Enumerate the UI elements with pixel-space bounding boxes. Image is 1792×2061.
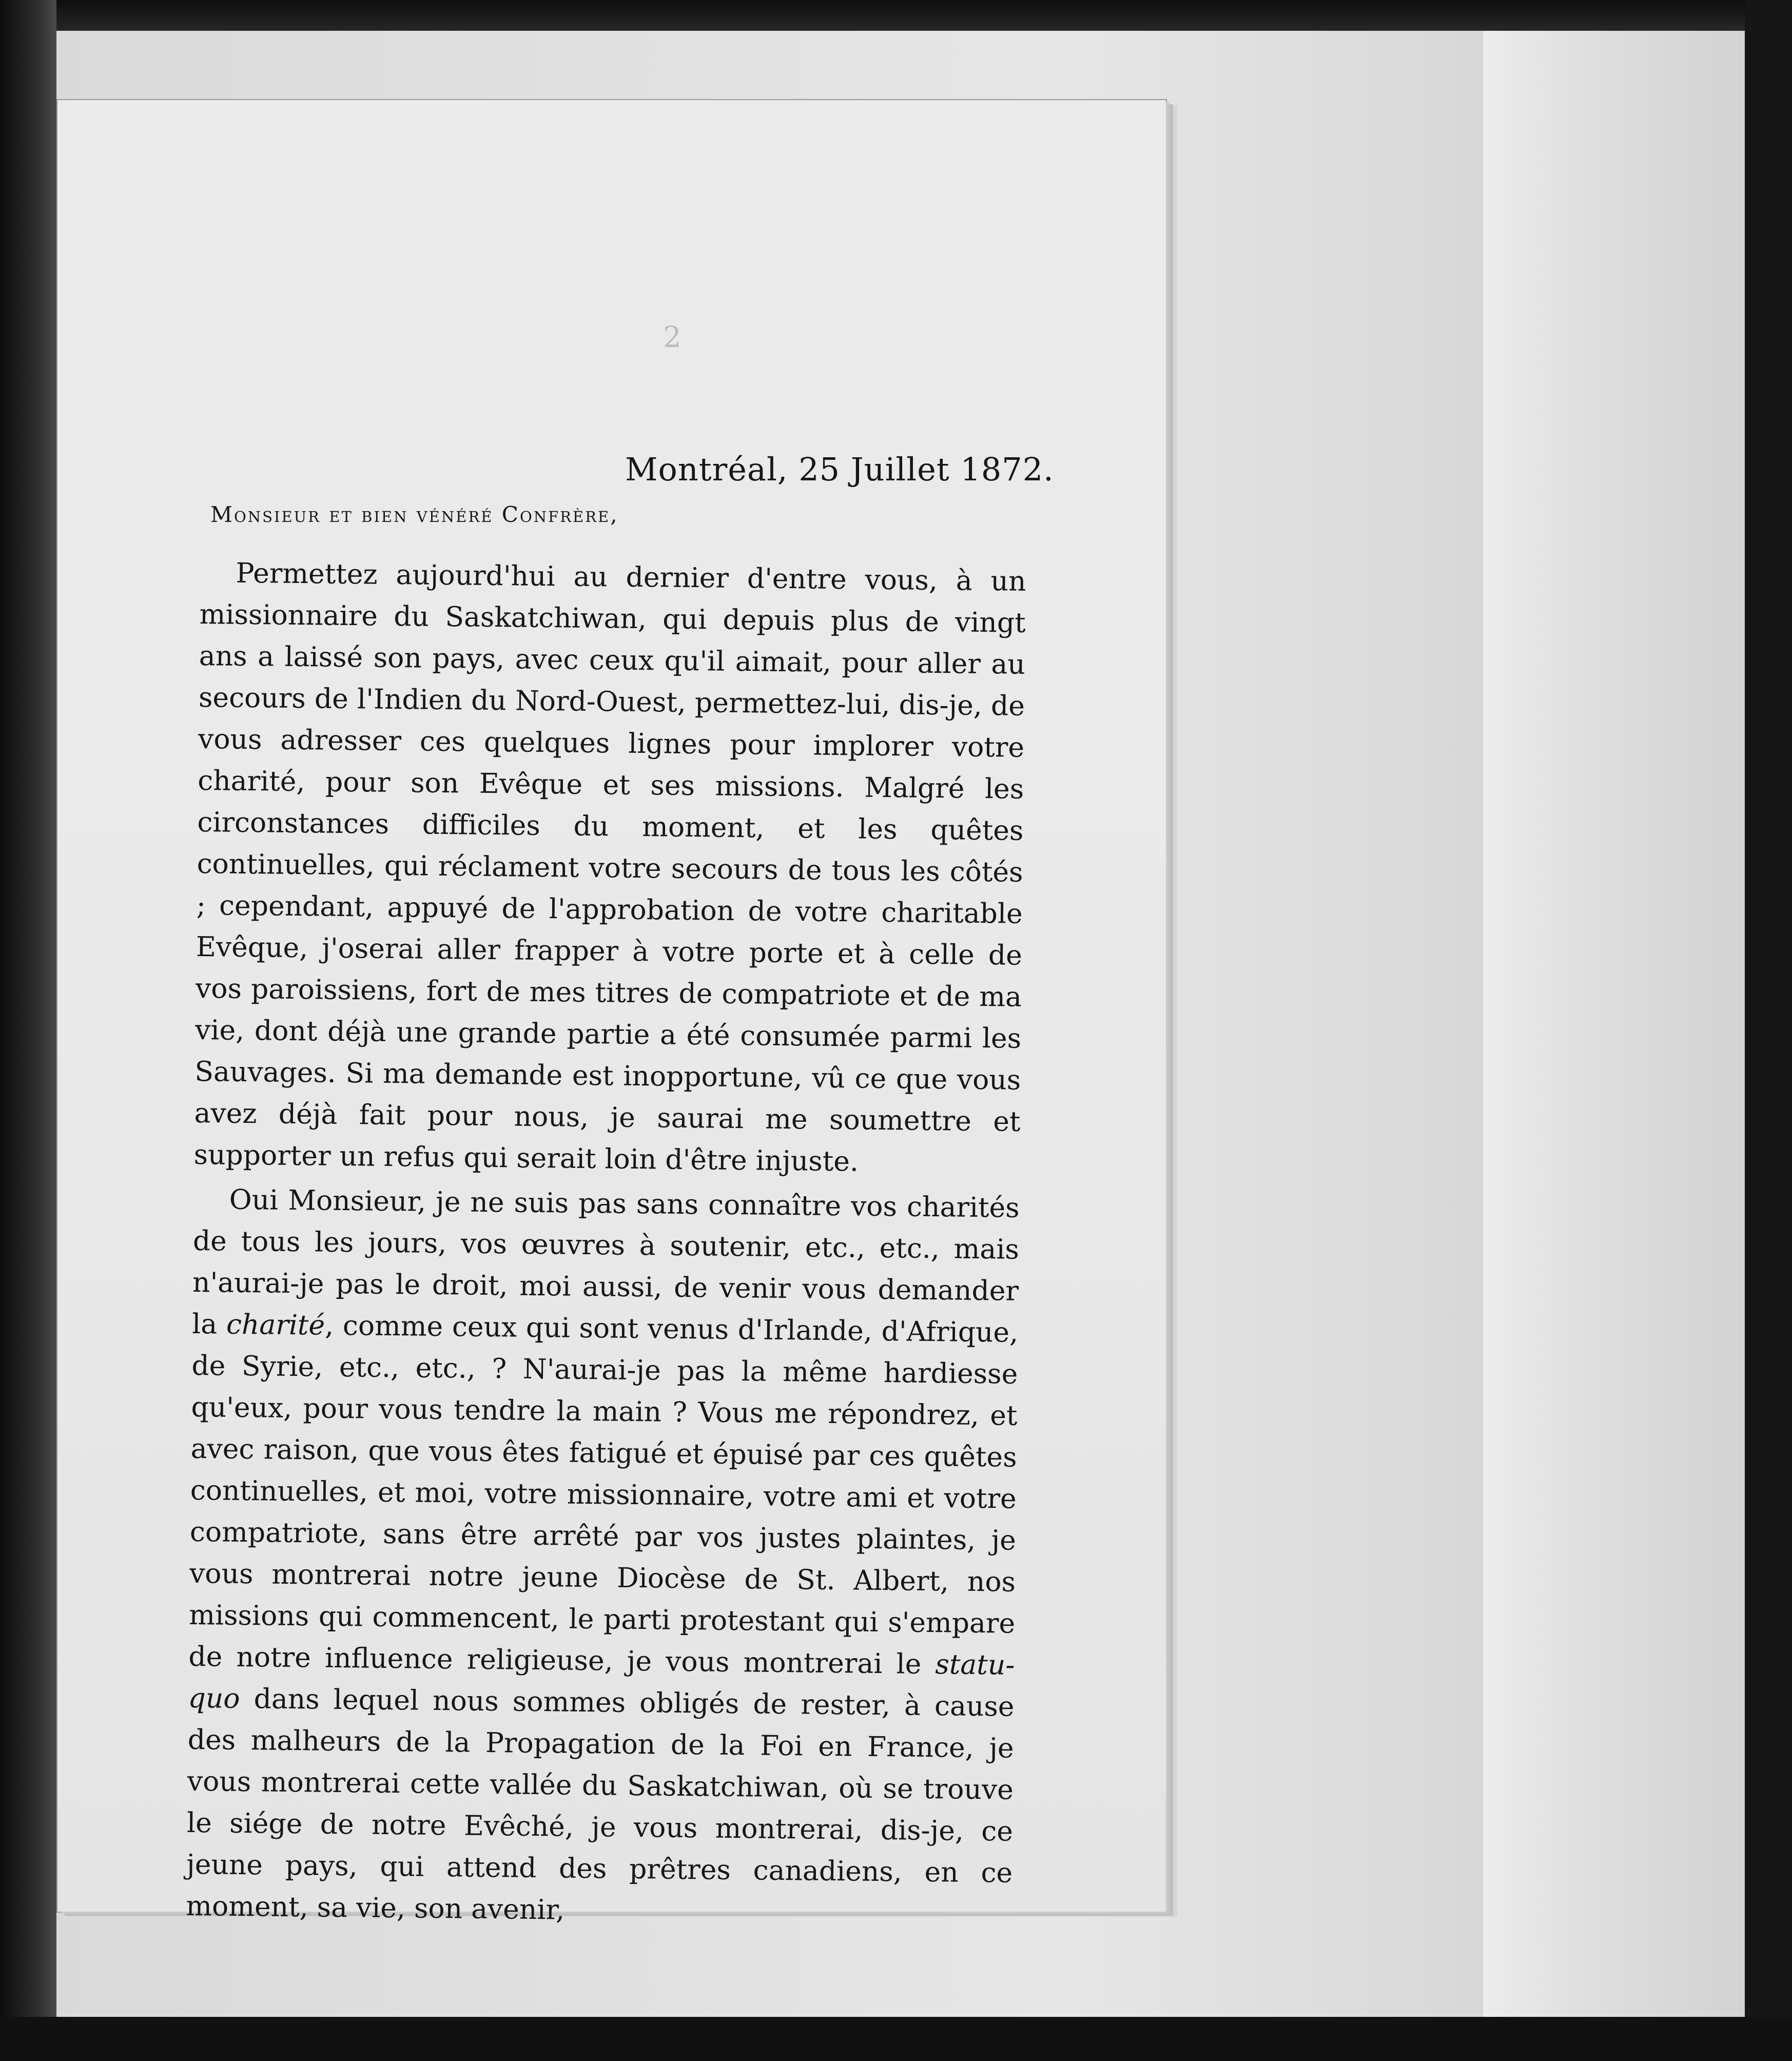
film-border-left [0, 0, 56, 2061]
dateline: Montréal, 25 Juillet 1872. [625, 451, 1054, 488]
underlying-page-edge [1483, 31, 1750, 2022]
letter-body [186, 552, 1026, 1935]
film-border-bottom [0, 2017, 1792, 2061]
paragraph-2-italic-statu-quo: statu-quo [188, 1648, 1015, 1715]
page-number: 2 [663, 321, 681, 354]
paragraph-2-part-c: dans lequel nous sommes obligés de rester, à cause des malheurs de la Propagation de la Foi en France, je vous montrerai cette vallée du Saskatchiwan, où se trouve le siége de notre Evêché, je vous montrerai, dis-je, ce jeune pays, qui attend des prêtres canadiens, en ce moment, sa vie, son avenir, [186, 1682, 1015, 1926]
paragraph-2-part-a: Oui Monsieur, je ne suis pas sans connaître vos charités de tous les jours, vos œuvres à soutenir, etc., etc., mais n'aurai-je pas le droit, moi aussi, de venir vous demander la [191, 1183, 1020, 1340]
paragraph-1: Permettez aujourd'hui au dernier d'entre vous, à un missionnaire du Saskatchiwan, qui depuis plus de vingt ans a laissé son pays, avec ceux qu'il aimait, pour aller au secours de l'Indien du Nord-Ouest, permettez-lui, dis-je, de vous adresser ces quelques lignes pour implorer votre charité, pour son Evêque et ses missions. Malgré les circonstances difficiles du moment, et les quêtes continuelles, qui réclament votre secours de tous les côtés ; cependant, appuyé de l'approbation de votre charitable Evêque, j'oserai aller frapper à votre porte et à celle de vos paroissiens, fort de mes titres de compatriote et de ma vie, dont déjà une grande partie a été consumée parmi les Sauvages. Si ma demande est inopportune, vû ce que vous avez déjà fait pour nous, je saurai me soumettre et supporter un refus qui serait loin d'être injuste. [193, 556, 1026, 1178]
paragraph-2 [186, 1178, 1020, 1935]
film-border-right [1745, 0, 1792, 2061]
paragraph-2-italic-charite: charité [226, 1308, 325, 1341]
salutation: Monsieur et bien vénéré Confrère, [210, 502, 619, 527]
paragraph-2-part-b: , comme ceux qui sont venus d'Irlande, d'Afrique, de Syrie, etc., etc., ? N'aurai-je pas la même hardiesse qu'eux, pour vous tendre la main ? Vous me répondrez, et avec raison, que vous êtes fatigué et épuisé par ces quêtes continuelles, et moi, votre missionnaire, votre ami et votre compatriote, sans être arrêté par vos justes plaintes, je vous montrerai notre jeune Diocèse de St. Albert, nos missions qui commencent, le parti protestant qui s'empare de notre influence religieuse, je vous montrerai le [188, 1309, 1019, 1681]
